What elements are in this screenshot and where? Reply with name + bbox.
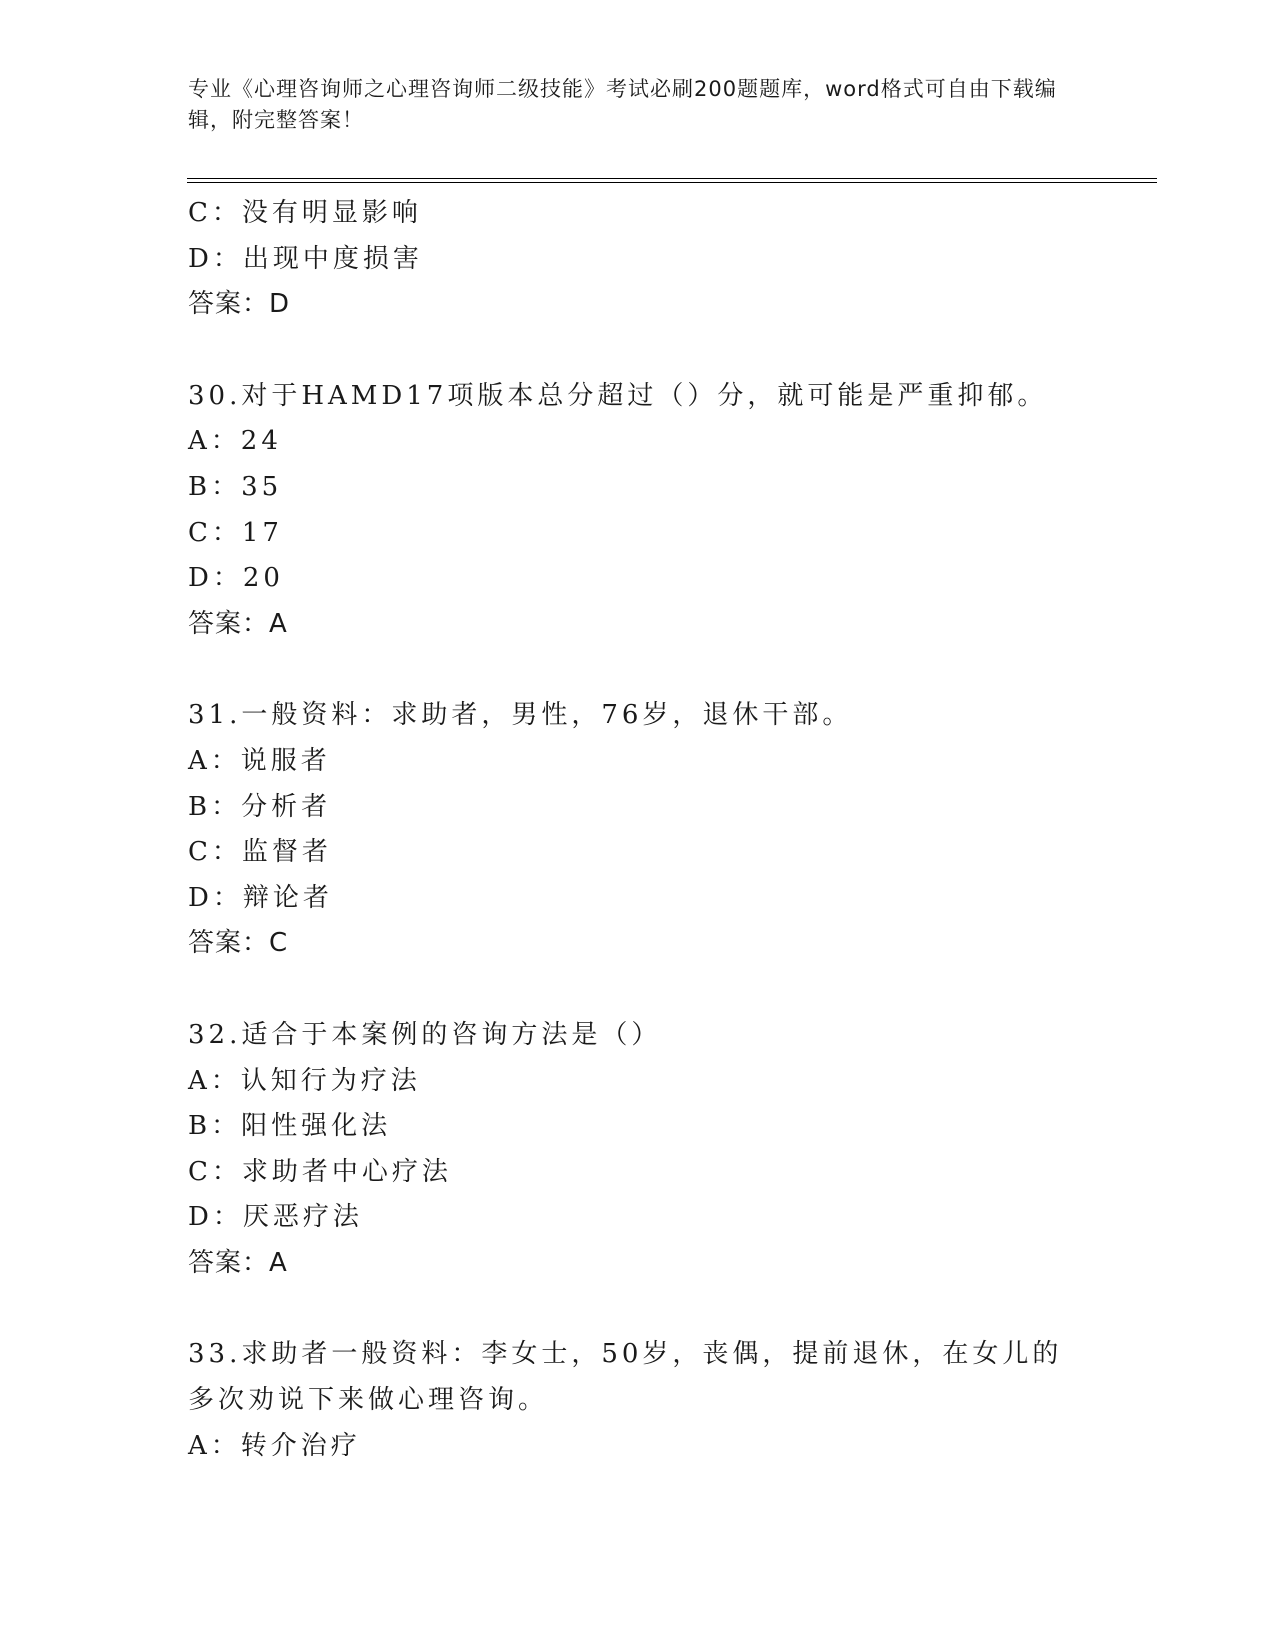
option-c: C：监督者 xyxy=(188,837,332,868)
spacer xyxy=(188,1286,1088,1332)
answer-label: 答案：C xyxy=(188,928,289,959)
option-c: C：17 xyxy=(188,517,283,548)
question-list xyxy=(188,191,1088,1469)
answer-label: 答案：A xyxy=(188,1247,288,1278)
option-d: D：出现中度损害 xyxy=(188,243,423,274)
option-d: D：辩论者 xyxy=(188,882,333,913)
answer-label: 答案：D xyxy=(188,289,291,320)
option-c: C：没有明显影响 xyxy=(188,198,422,228)
question-stem-32: 32.适合于本案例的咨询方法是（） xyxy=(188,1019,662,1050)
question-stem-30: 30.对于HAMD17项版本总分超过（）分，就可能是严重抑郁。 xyxy=(188,380,1048,411)
option-a: A：说服者 xyxy=(188,745,331,776)
option-a: A：24 xyxy=(188,426,282,457)
option-b: B：35 xyxy=(188,471,283,502)
option-d: D：20 xyxy=(188,563,284,594)
option-b: B：阳性强化法 xyxy=(188,1111,392,1142)
header-rule-top xyxy=(187,178,1157,179)
answer-label: 答案：A xyxy=(188,608,288,639)
document-header: 专业《心理咨询师之心理咨询师二级技能》考试必刷200题题库，word格式可自由下载编辑，附完整答案！ xyxy=(188,77,1057,132)
option-b: B：分析者 xyxy=(188,791,332,822)
question-stem-33: 33.求助者一般资料：李女士，50岁，丧偶，提前退休，在女儿的多次劝说下来做心理咨询。 xyxy=(188,1339,1063,1416)
spacer xyxy=(188,328,1088,374)
spacer xyxy=(188,647,1088,693)
option-a: A：转介治疗 xyxy=(188,1430,361,1461)
spacer xyxy=(188,967,1088,1013)
option-a: A：认知行为疗法 xyxy=(188,1065,421,1096)
option-c: C：求助者中心疗法 xyxy=(188,1156,452,1187)
header-rule-bottom xyxy=(187,182,1157,183)
question-stem-31: 31.一般资料：求助者，男性，76岁，退休干部。 xyxy=(188,700,853,731)
option-d: D：厌恶疗法 xyxy=(188,1202,363,1233)
